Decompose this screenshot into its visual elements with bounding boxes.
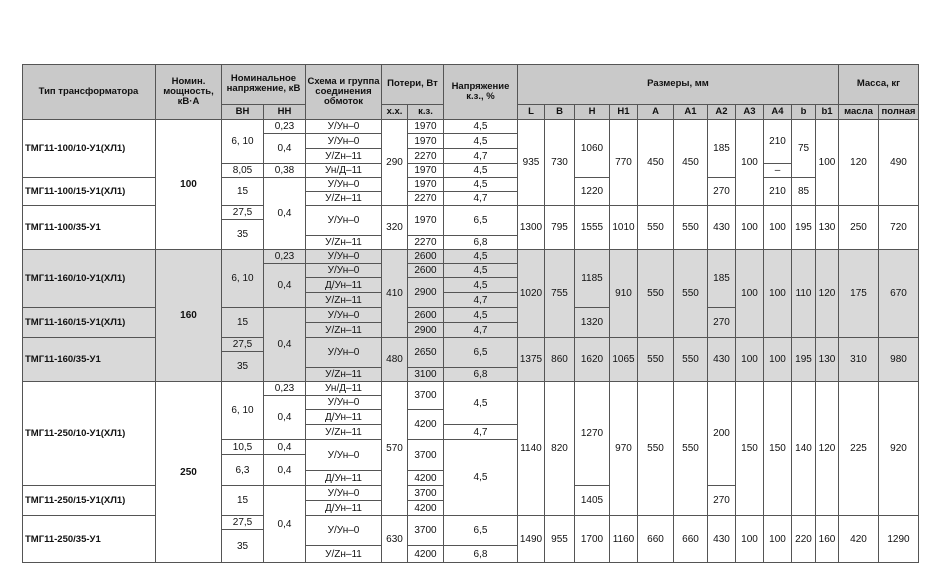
dim-b1: 120 [816, 382, 839, 516]
uk-cell: 4,5 [444, 164, 518, 178]
uk-cell: 4,7 [444, 192, 518, 206]
mass-oil: 420 [839, 516, 879, 563]
scheme-cell: У/Ун–0 [306, 120, 382, 134]
sc-loss-cell: 1970 [408, 178, 444, 192]
hv-cell: 6, 10 [222, 120, 264, 164]
scheme-cell: У/Ун–0 [306, 178, 382, 192]
dim-A: 550 [638, 338, 674, 382]
power-cell: 160 [156, 250, 222, 382]
dim-A4: – [764, 164, 792, 178]
hv-cell: 10,5 [222, 440, 264, 455]
header-losses: Потери, Вт [382, 64, 444, 105]
dim-H: 1555 [575, 206, 610, 250]
sc-loss-cell: 1970 [408, 164, 444, 178]
header-scheme: Схема и группа соединения обмоток [306, 64, 382, 120]
mass-oil: 120 [839, 120, 879, 206]
power-cell: 100 [156, 120, 222, 250]
sc-loss-cell: 3700 [408, 486, 444, 501]
dim-b: 75 [792, 120, 816, 178]
dim-H: 1700 [575, 516, 610, 563]
header-losses-sc: к.з. [408, 105, 444, 120]
uk-cell: 6,5 [444, 206, 518, 236]
dim-L: 1300 [518, 206, 545, 250]
dim-A1: 550 [674, 338, 708, 382]
dim-A4: 150 [764, 382, 792, 516]
header-dim-H: H [575, 105, 610, 120]
dim-H: 1185 [575, 250, 610, 308]
header-mass: Масса, кг [839, 64, 919, 105]
sc-loss-cell: 2900 [408, 323, 444, 338]
dim-A1: 450 [674, 120, 708, 206]
header-dim-A2: A2 [708, 105, 736, 120]
dim-A2: 430 [708, 338, 736, 382]
dim-b: 140 [792, 382, 816, 516]
nl-loss-cell: 630 [382, 516, 408, 563]
uk-cell: 6,5 [444, 516, 518, 546]
dim-A4: 100 [764, 338, 792, 382]
dim-b: 195 [792, 206, 816, 250]
dim-A: 660 [638, 516, 674, 563]
header-dim-A4: A4 [764, 105, 792, 120]
scheme-cell: У/Zн–11 [306, 323, 382, 338]
header-mass-total: полная [879, 105, 919, 120]
dim-b1: 160 [816, 516, 839, 563]
dim-A: 550 [638, 382, 674, 516]
dim-A2: 430 [708, 206, 736, 250]
hv-cell: 35 [222, 352, 264, 382]
sc-loss-cell: 4200 [408, 471, 444, 486]
dim-A3: 100 [736, 338, 764, 382]
sc-loss-cell: 4200 [408, 546, 444, 563]
sc-loss-cell: 1970 [408, 134, 444, 149]
dim-A3: 100 [736, 516, 764, 563]
dim-L: 1375 [518, 338, 545, 382]
dim-A2: 185 [708, 120, 736, 178]
scheme-cell: У/Zн–11 [306, 368, 382, 382]
dim-A4: 100 [764, 206, 792, 250]
scheme-cell: У/Zн–11 [306, 236, 382, 250]
uk-cell: 4,5 [444, 134, 518, 149]
hv-cell: 15 [222, 486, 264, 516]
scheme-cell: У/Ун–0 [306, 308, 382, 323]
header-dims: Размеры, мм [518, 64, 839, 105]
dim-B: 730 [545, 120, 575, 206]
sc-loss-cell: 2900 [408, 278, 444, 308]
dim-A: 550 [638, 206, 674, 250]
dim-L: 1490 [518, 516, 545, 563]
hv-cell: 35 [222, 220, 264, 250]
dim-H1: 1160 [610, 516, 638, 563]
dim-b: 195 [792, 338, 816, 382]
lv-cell: 0,38 [264, 164, 306, 178]
uk-cell: 4,5 [444, 178, 518, 192]
uk-cell: 4,5 [444, 264, 518, 278]
dim-b: 110 [792, 250, 816, 338]
sc-loss-cell: 1970 [408, 120, 444, 134]
lv-cell: 0,4 [264, 178, 306, 250]
dim-H1: 1065 [610, 338, 638, 382]
hv-cell: 6, 10 [222, 382, 264, 440]
uk-cell: 4,7 [444, 293, 518, 308]
uk-cell: 4,7 [444, 149, 518, 164]
scheme-cell: Д/Ун–11 [306, 471, 382, 486]
header-losses-nl: х.х. [382, 105, 408, 120]
scheme-cell: У/Zн–11 [306, 546, 382, 563]
nl-loss-cell: 480 [382, 338, 408, 382]
scheme-cell: У/Ун–0 [306, 338, 382, 368]
uk-cell: 4,5 [444, 382, 518, 425]
scheme-cell: Д/Ун–11 [306, 410, 382, 425]
uk-cell: 4,7 [444, 323, 518, 338]
mass-oil: 310 [839, 338, 879, 382]
scheme-cell: Д/Ун–11 [306, 278, 382, 293]
dim-A1: 550 [674, 250, 708, 338]
dim-H1: 910 [610, 250, 638, 338]
lv-cell: 0,23 [264, 120, 306, 134]
sc-loss-cell: 4200 [408, 501, 444, 516]
lv-cell: 0,4 [264, 455, 306, 486]
header-dim-b1: b1 [816, 105, 839, 120]
sc-loss-cell: 3100 [408, 368, 444, 382]
dim-H1: 970 [610, 382, 638, 516]
hv-cell: 27,5 [222, 206, 264, 220]
dim-A1: 660 [674, 516, 708, 563]
row-name: ТМГ11-100/10-У1(ХЛ1) [22, 120, 156, 178]
dim-b1: 120 [816, 250, 839, 338]
nl-loss-cell: 290 [382, 120, 408, 206]
lv-cell: 0,4 [264, 264, 306, 308]
row-name: ТМГ11-100/15-У1(ХЛ1) [22, 178, 156, 206]
mass-total: 490 [879, 120, 919, 206]
lv-cell: 0,4 [264, 308, 306, 382]
dim-H: 1220 [575, 178, 610, 206]
header-dim-B: B [545, 105, 575, 120]
dim-H: 1405 [575, 486, 610, 516]
header-dim-L: L [518, 105, 545, 120]
row-name: ТМГ11-100/35-У1 [22, 206, 156, 250]
dim-H: 1060 [575, 120, 610, 178]
lv-cell: 0,23 [264, 382, 306, 396]
dim-L: 935 [518, 120, 545, 206]
header-hv: ВН [222, 105, 264, 120]
hv-cell: 15 [222, 178, 264, 206]
header-dim-A: A [638, 105, 674, 120]
sc-loss-cell: 3700 [408, 516, 444, 546]
uk-cell: 4,5 [444, 440, 518, 516]
dim-A4: 210 [764, 120, 792, 164]
scheme-cell: У/Zн–11 [306, 149, 382, 164]
dim-H: 1270 [575, 382, 610, 486]
sc-loss-cell: 3700 [408, 382, 444, 410]
dim-A3: 100 [736, 120, 764, 206]
sc-loss-cell: 1970 [408, 206, 444, 236]
uk-cell: 4,7 [444, 425, 518, 440]
dim-B: 795 [545, 206, 575, 250]
dim-B: 820 [545, 382, 575, 516]
dim-L: 1140 [518, 382, 545, 516]
lv-cell: 0,4 [264, 396, 306, 440]
row-name: ТМГ11-160/35-У1 [22, 338, 156, 382]
power-cell: 250 [156, 382, 222, 563]
sc-loss-cell: 2270 [408, 192, 444, 206]
scheme-cell: У/Ун–0 [306, 516, 382, 546]
scheme-cell: У/Ун–0 [306, 396, 382, 410]
sc-loss-cell: 4200 [408, 410, 444, 440]
dim-b1: 130 [816, 206, 839, 250]
mass-total: 670 [879, 250, 919, 338]
lv-cell: 0,4 [264, 486, 306, 563]
scheme-cell: У/Ун–0 [306, 264, 382, 278]
scheme-cell: У/Ун–0 [306, 250, 382, 264]
mass-oil: 250 [839, 206, 879, 250]
uk-cell: 6,8 [444, 236, 518, 250]
header-dim-A1: A1 [674, 105, 708, 120]
dim-B: 860 [545, 338, 575, 382]
dim-A4: 210 [764, 178, 792, 206]
lv-cell: 0,23 [264, 250, 306, 264]
uk-cell: 4,5 [444, 250, 518, 264]
row-name: ТМГ11-160/10-У1(ХЛ1) [22, 250, 156, 308]
dim-A3: 100 [736, 250, 764, 338]
dim-A3: 150 [736, 382, 764, 516]
dim-B: 955 [545, 516, 575, 563]
dim-A4: 100 [764, 516, 792, 563]
scheme-cell: У/Ун–0 [306, 486, 382, 501]
nl-loss-cell: 320 [382, 206, 408, 250]
row-name: ТМГ11-160/15-У1(ХЛ1) [22, 308, 156, 338]
mass-total: 980 [879, 338, 919, 382]
hv-cell: 6, 10 [222, 250, 264, 308]
sc-loss-cell: 2650 [408, 338, 444, 368]
dim-A1: 550 [674, 382, 708, 516]
row-name: ТМГ11-250/10-У1(ХЛ1) [22, 382, 156, 486]
dim-B: 755 [545, 250, 575, 338]
scheme-cell: У/Ун–0 [306, 440, 382, 471]
dim-H: 1320 [575, 308, 610, 338]
scheme-cell: Д/Ун–11 [306, 501, 382, 516]
header-lv: НН [264, 105, 306, 120]
row-name: ТМГ11-250/35-У1 [22, 516, 156, 563]
hv-cell: 35 [222, 530, 264, 563]
hv-cell: 15 [222, 308, 264, 338]
header-dim-A3: A3 [736, 105, 764, 120]
dim-H1: 770 [610, 120, 638, 206]
sc-loss-cell: 3700 [408, 440, 444, 471]
uk-cell: 4,5 [444, 120, 518, 134]
dim-A: 550 [638, 250, 674, 338]
dim-H1: 1010 [610, 206, 638, 250]
header-uk: Напряжение к.з., % [444, 64, 518, 120]
header-dim-H1: H1 [610, 105, 638, 120]
scheme-cell: Ун/Д–11 [306, 382, 382, 396]
dim-b1: 130 [816, 338, 839, 382]
mass-total: 1290 [879, 516, 919, 563]
mass-oil: 175 [839, 250, 879, 338]
sc-loss-cell: 2600 [408, 308, 444, 323]
dim-L: 1020 [518, 250, 545, 338]
nl-loss-cell: 570 [382, 382, 408, 516]
scheme-cell: У/Zн–11 [306, 425, 382, 440]
uk-cell: 6,5 [444, 338, 518, 368]
nl-loss-cell: 410 [382, 250, 408, 338]
dim-A1: 550 [674, 206, 708, 250]
sc-loss-cell: 2270 [408, 236, 444, 250]
uk-cell: 4,5 [444, 308, 518, 323]
sc-loss-cell: 2270 [408, 149, 444, 164]
dim-A2: 270 [708, 178, 736, 206]
header-power: Номин. мощность, кВ·А [156, 64, 222, 120]
scheme-cell: Ун/Д–11 [306, 164, 382, 178]
hv-cell: 8,05 [222, 164, 264, 178]
dim-A2: 430 [708, 516, 736, 563]
scheme-cell: У/Zн–11 [306, 293, 382, 308]
dim-A2: 270 [708, 308, 736, 338]
dim-H: 1620 [575, 338, 610, 382]
hv-cell: 27,5 [222, 516, 264, 530]
uk-cell: 4,5 [444, 278, 518, 293]
hv-cell: 27,5 [222, 338, 264, 352]
dim-b1: 100 [816, 120, 839, 206]
mass-total: 920 [879, 382, 919, 516]
header-mass-oil: масла [839, 105, 879, 120]
lv-cell: 0,4 [264, 440, 306, 455]
header-voltage: Номинальное напряжение, кВ [222, 64, 306, 105]
header-type: Тип трансформатора [22, 64, 156, 120]
row-name: ТМГ11-250/15-У1(ХЛ1) [22, 486, 156, 516]
sc-loss-cell: 2600 [408, 250, 444, 264]
dim-b: 85 [792, 178, 816, 206]
header-dim-b: b [792, 105, 816, 120]
dim-A4: 100 [764, 250, 792, 338]
dim-A2: 200 [708, 382, 736, 486]
dim-A2: 270 [708, 486, 736, 516]
uk-cell: 6,8 [444, 368, 518, 382]
lv-cell: 0,4 [264, 134, 306, 164]
hv-cell: 6,3 [222, 455, 264, 486]
scheme-cell: У/Ун–0 [306, 206, 382, 236]
sc-loss-cell: 2600 [408, 264, 444, 278]
mass-total: 720 [879, 206, 919, 250]
dim-A2: 185 [708, 250, 736, 308]
dim-b: 220 [792, 516, 816, 563]
scheme-cell: У/Ун–0 [306, 134, 382, 149]
scheme-cell: У/Zн–11 [306, 192, 382, 206]
dim-A3: 100 [736, 206, 764, 250]
dim-A: 450 [638, 120, 674, 206]
uk-cell: 6,8 [444, 546, 518, 563]
mass-oil: 225 [839, 382, 879, 516]
